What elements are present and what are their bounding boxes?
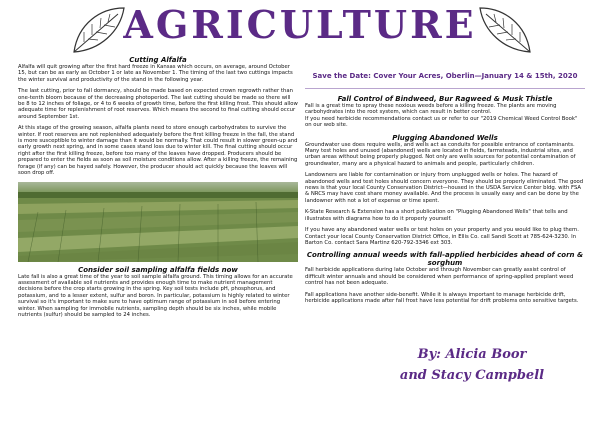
byline-line-1: By: Alicia Boor [417, 347, 527, 362]
page-header [0, 0, 600, 56]
paragraph: Fall applications have another side-benefit. While it is always important to manage herbicide drift, herbicide applications made after fall frost have less potential for drift problems onto sensitive targets. [305, 291, 579, 304]
paragraph: Landowners are liable for contamination or injury from unplugged wells or holes. The hazard of abandoned wells and test holes should concern everyone. They should be properly eliminated. The good news is that your local County Conservation District—housed in the USDA Service Center bldg. with FSA & NRCS may have cost share money available. And the process is usually easy and can be done by the landowner with not a lot of expense or time spent. [305, 172, 584, 204]
section-title-fall-control: Fall Control of Bindweed, Bur Ragweed & Musk Thistle [337, 95, 553, 103]
paragraph: At this stage of the growing season, alfalfa plants need to store enough carbohydrates to survive the winter. If root reserves are not replenished adequately before the first killing freeze in the fall, the stand is more susceptible to winter damage than it would be normally. That could result in slower green-up and early growth next spring, and in some cases stand loss due to winter kill. The final cutting should occur right after the first killing freeze, before too many of the leaves have dropped. Producers should be prepared to enter the fields as soon as soil moisture conditions allow. After a killing freeze, the remaining forage (if any) can be hayed safely. However, the producer should act quickly because the leaves will soon drop off. [18, 125, 298, 177]
paragraph: Late fall is also a great time of the year to soil sample alfalfa ground. This timing allows for an accurate assessment of available soil nutrients and provides enough time to make nutrient management decisions before the crop starts growing in the spring. Key soil tests include pH, phosphorus, and potassium, and to a lesser extent, sulfur and boron. In particular, potassium is highly related to winter survival so it's important to make sure to have optimum range of potassium in soil before entering winter. When sampling for immobile nutrients, sampling depth should be six inches, while mobile nutrients (sulfur) should be sampled to 24 inches. [18, 273, 293, 318]
paragraph: Groundwater use does require wells, and wells act as conduits for possible entrance of contaminants. Many test holes and unused (abandoned) wells are located in fields, farmsteads, industrial sites, and urban areas without being properly plugged. Not only are wells sources for potential contamination of groundwater, many are a physical hazard to animals and people, particularly children. [305, 141, 576, 167]
paragraph: Alfalfa will quit growing after the first hard freeze in Kansas which occurs, on average, around October 15, but can be as early as October 1 or late as November 1. The timing of the last two cuttings impacts the winter survival and productivity of the stand in the following year. [18, 64, 293, 83]
paragraph: If you need herbicide recommendations contact us or refer to our "2019 Chemical Weed Control Book" on our web site. [305, 115, 578, 129]
right-column [305, 56, 585, 309]
divider [305, 88, 585, 89]
paragraph: The last cutting, prior to fall dormancy, should be made based on expected crown regrowth rather than one-tenth bloom because of the decreasing photoperiod. The last cutting should be made so there will be 8 to 12 inches of foliage, or 4 to 6 weeks of growth time, before the first killing frost. This should allow adequate time for replenishment of root reserves. Which means the second to final cutting should occur around September 1st. [18, 88, 298, 120]
section-title-soil-sampling: Consider soil sampling alfalfa fields now [78, 265, 238, 274]
left-column [18, 56, 298, 323]
paragraph: K-State Research & Extension has a short publication on "Plugging Abandoned Wells" that tells and illustrates with diagrams how to do it properly yourself. [305, 209, 568, 222]
paragraph: If you have any abandoned water wells or test holes on your property and you would like to plug them. Contact your local County Conservation District Office, in Ellis Co. call Sandi Scott at 785-624-3230. In Barton Co. contact Sara Martinz 620-792-3346 ext 303. [305, 227, 579, 246]
section-title-annual-weeds: Controlling annual weeds with fall-applied herbicides ahead of corn & sorghum [306, 251, 584, 268]
paragraph: Fall herbicide applications during late October and through November can greatly assist control of difficult winter annuals and should be considered when performance of spring-applied preplant weed control has not been adequate. [305, 267, 574, 287]
section-title-plugging-wells: Plugging Abandoned Wells [392, 133, 498, 142]
page-title: AGRICULTURE [123, 2, 477, 47]
section-title-cutting-alfalfa: Cutting Alfalfa [129, 56, 187, 64]
paragraph: Fall is a great time to spray these noxious weeds before a killing freeze. The plants are moving carbohydrates into the root system, which can result in better control. [305, 103, 557, 116]
author-byline [372, 344, 572, 386]
leaf-icon [476, 4, 534, 56]
save-the-date-banner: Save the Date: Cover Your Acres, Oberlin—January 14 & 15th, 2020 [312, 72, 578, 80]
byline-line-2: and Stacy Campbell [399, 368, 545, 383]
alfalfa-field-photo [18, 182, 298, 262]
